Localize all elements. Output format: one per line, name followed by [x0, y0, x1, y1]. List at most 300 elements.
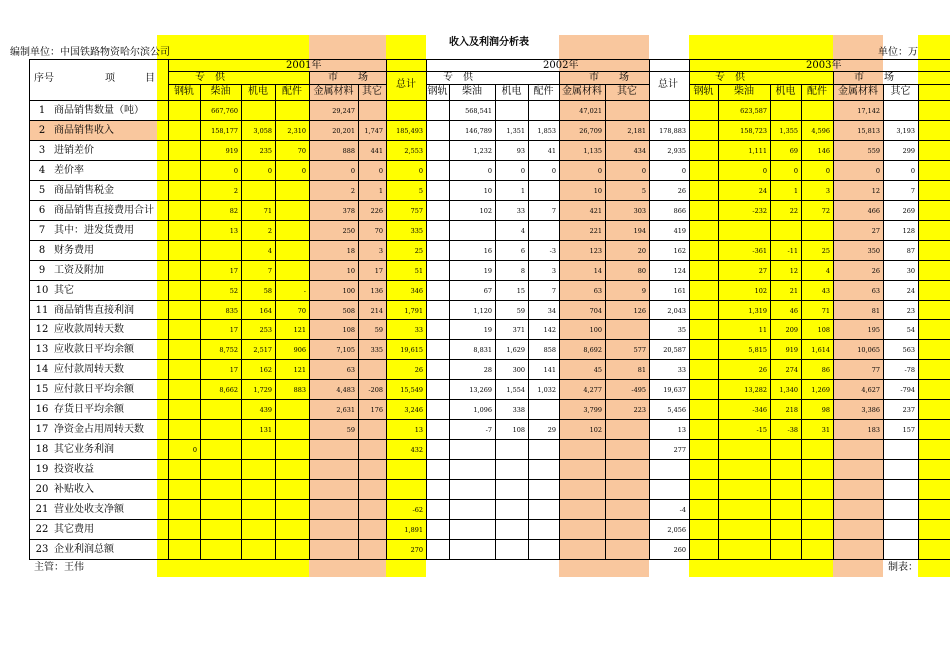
cell-y2003-3: 1,614 [811, 346, 830, 355]
cell-y2002-1: 28 [483, 366, 492, 375]
cell-total-2002: 33 [677, 366, 686, 375]
row-label: 其它业务利润 [54, 444, 114, 456]
cell-y2002-1: 19 [483, 326, 492, 335]
footer-preparer: 制表： [888, 562, 918, 573]
column-fill [918, 35, 950, 577]
cell-y2003-1: 24 [758, 186, 767, 195]
sub-col-y2003-1: 柴油 [734, 86, 754, 97]
sub-col-y2003-4: 金属材料 [838, 86, 878, 97]
sub-col-y2001-5: 其它 [362, 86, 382, 97]
cell-total-2001: 2,553 [404, 146, 423, 155]
cell-y2001-5: 226 [370, 206, 383, 215]
cell-y2003-1: 1,319 [748, 306, 767, 315]
cell-y2001-2: 235 [259, 146, 272, 155]
cell-y2002-5: 80 [637, 266, 646, 275]
cell-y2003-3: 31 [821, 426, 830, 435]
grid-vline [559, 84, 560, 559]
row-label: 商品销售直接费用合计 [54, 204, 154, 216]
cell-y2003-3: 4,596 [811, 126, 830, 135]
col-item: 项 目 [105, 73, 155, 84]
sub-col-y2003-5: 其它 [890, 86, 911, 97]
cell-y2003-1: 5,815 [748, 346, 767, 355]
cell-y2003-2: 12 [789, 266, 798, 275]
cell-y2001-2: 439 [259, 406, 272, 415]
cell-total-2001: 19,615 [400, 346, 423, 355]
cell-y2003-4: 466 [867, 206, 880, 215]
cell-y2003-5: 128 [902, 226, 915, 235]
cell-y2002-4: 1,135 [583, 146, 602, 155]
cell-total-2001: 0 [418, 166, 423, 175]
cell-y2001-4: 18 [346, 246, 355, 255]
grid-vline [833, 84, 834, 559]
row-number: 19 [35, 464, 49, 476]
cell-total-2002: 419 [673, 226, 686, 235]
cell-total-2002: 277 [673, 446, 686, 455]
year-2002: 2002年 [543, 60, 579, 71]
row-number: 6 [38, 204, 46, 216]
cell-total-2002: 162 [673, 246, 686, 255]
cell-y2003-2: 218 [785, 406, 798, 415]
row-label: 应收款周转天数 [54, 324, 124, 336]
year-2001: 2001年 [286, 60, 322, 71]
cell-y2002-2: 15 [516, 286, 525, 295]
cell-total-2002: 0 [681, 166, 686, 175]
cell-total-2001: 3,246 [404, 406, 423, 415]
row-number: 10 [35, 284, 49, 296]
cell-y2003-5: 157 [902, 426, 915, 435]
cell-y2001-2: 71 [263, 206, 272, 215]
row-number: 18 [35, 444, 49, 456]
year-2003: 2003年 [806, 60, 842, 71]
cell-y2003-5: 237 [902, 406, 915, 415]
cell-y2003-4: 195 [867, 326, 880, 335]
row-label: 存货日平均余额 [54, 404, 124, 416]
cell-total-2002: 161 [673, 286, 686, 295]
row-label: 商品销售数量（吨） [54, 105, 144, 116]
sub-col-y2002-5: 其它 [617, 86, 637, 97]
cell-y2002-2: 300 [512, 366, 525, 375]
cell-y2001-0: 0 [192, 446, 197, 455]
cell-total-2002: 178,883 [659, 126, 686, 135]
grid-vline [426, 59, 427, 559]
cell-y2002-5: 9 [641, 286, 646, 295]
cell-y2002-4: 704 [589, 306, 602, 315]
unit-left: 编制单位：中国铁路物资哈尔滨公司 [10, 47, 170, 58]
cell-y2003-1: 11 [758, 326, 767, 335]
cell-y2002-2: 93 [516, 146, 525, 155]
row-label: 商品销售收入 [54, 124, 114, 136]
cell-y2001-2: 3,058 [253, 126, 272, 135]
cell-y2002-2: 59 [516, 306, 525, 315]
cell-y2002-4: 10 [593, 186, 602, 195]
grid-vline [883, 84, 884, 559]
grid-hline [29, 559, 950, 560]
cell-total-2001: 13 [414, 426, 423, 435]
cell-y2002-1: 13,269 [469, 386, 492, 395]
column-fill [559, 35, 649, 577]
cell-y2002-1: 1,120 [473, 306, 492, 315]
column-fill [689, 35, 833, 577]
cell-total-2001: 1,891 [404, 525, 423, 534]
grid-vline [495, 84, 496, 559]
row-label: 应收款日平均余额 [54, 344, 134, 356]
grid-vline [605, 84, 606, 559]
cell-y2001-4: 29,247 [332, 107, 355, 115]
cell-total-2001: 25 [414, 246, 423, 255]
cell-y2001-2: 0 [267, 166, 272, 175]
cell-y2003-4: 183 [867, 426, 880, 435]
cell-y2001-3: 121 [293, 326, 306, 335]
grid-vline [241, 84, 242, 559]
cell-y2002-1: 0 [487, 166, 492, 175]
cell-y2003-4: 15,813 [857, 126, 880, 135]
row-number: 3 [38, 144, 46, 156]
cell-y2001-4: 10 [346, 266, 355, 275]
cell-y2002-2: 6 [520, 246, 525, 255]
cell-y2001-1: 158,177 [211, 126, 238, 135]
cell-y2002-1: 19 [483, 266, 492, 275]
grid-vline [528, 84, 529, 559]
cell-y2002-4: 26,709 [579, 126, 602, 135]
cell-y2003-4: 17,142 [857, 107, 880, 115]
row-label: 投资收益 [54, 464, 94, 476]
cell-y2001-4: 20,201 [332, 126, 355, 135]
cell-y2002-1: -7 [485, 426, 492, 435]
cell-y2002-2: 108 [512, 426, 525, 435]
grid-vline [449, 84, 450, 559]
cell-y2001-4: 378 [342, 206, 355, 215]
cell-y2002-5: 434 [633, 146, 646, 155]
sheet-title: 收入及利润分析表 [449, 37, 529, 48]
cell-y2002-4: 14 [593, 266, 602, 275]
grid-vline [801, 84, 802, 559]
cell-y2002-4: 3,799 [583, 406, 602, 415]
sub-col-y2001-0: 钢轨 [174, 86, 194, 97]
cell-y2001-1: 17 [229, 366, 238, 375]
grid-vline [770, 84, 771, 559]
group-special-2002: 专 供 [443, 72, 473, 83]
row-number: 12 [35, 324, 49, 336]
group-market-2002: 市 场 [589, 72, 629, 83]
cell-y2003-5: 87 [906, 246, 915, 255]
cell-y2003-4: 26 [871, 266, 880, 275]
cell-y2003-2: 919 [785, 346, 798, 355]
cell-y2002-4: 4,277 [583, 386, 602, 395]
cell-y2001-2: 7 [267, 266, 272, 275]
group-market-2003: 市 场 [854, 72, 894, 83]
cell-total-2001: 33 [414, 326, 423, 335]
total-header-2001: 总计 [396, 79, 416, 90]
cell-y2003-2: 22 [789, 206, 798, 215]
cell-y2002-4: 221 [589, 226, 602, 235]
sub-col-y2001-1: 柴油 [210, 86, 231, 97]
cell-y2002-4: 421 [589, 206, 602, 215]
cell-y2003-5: 563 [902, 346, 915, 355]
cell-y2002-5: 126 [633, 306, 646, 315]
cell-y2002-5: 303 [633, 206, 646, 215]
cell-y2001-3: 883 [293, 386, 306, 395]
cell-y2003-1: 13,282 [744, 386, 767, 395]
cell-y2003-4: 559 [867, 146, 880, 155]
cell-y2001-4: 250 [342, 226, 355, 235]
row-label: 商品销售税金 [54, 184, 114, 196]
column-fill [309, 35, 386, 577]
sub-col-y2001-3: 配件 [282, 86, 302, 97]
grid-hline [689, 84, 950, 85]
cell-y2003-3: 146 [817, 146, 830, 155]
cell-y2001-4: 888 [342, 146, 355, 155]
cell-total-2001: 270 [410, 545, 423, 554]
grid-vline [309, 84, 310, 559]
cell-y2001-3: - [303, 286, 306, 295]
cell-total-2002: 19,637 [663, 386, 686, 395]
cell-y2002-4: 47,021 [579, 107, 602, 115]
cell-y2001-1: 0 [233, 166, 238, 175]
row-label: 营业处收支净额 [54, 504, 124, 515]
cell-y2003-3: 0 [825, 166, 830, 175]
cell-y2003-5: 299 [902, 146, 915, 155]
row-label: 净资金占用周转天数 [54, 424, 144, 436]
row-label: 其中：进发货费用 [54, 224, 134, 236]
cell-y2001-4: 100 [342, 286, 355, 295]
cell-y2002-3: 7 [551, 286, 556, 295]
cell-y2002-1: 67 [483, 286, 492, 295]
row-number: 15 [35, 384, 49, 396]
group-special-2003: 专 供 [715, 72, 745, 83]
cell-y2003-5: 7 [910, 186, 915, 195]
cell-y2001-5: 0 [378, 166, 383, 175]
cell-y2002-2: 1,351 [506, 126, 525, 135]
cell-y2003-5: 54 [906, 326, 915, 335]
cell-y2001-2: 253 [259, 326, 272, 335]
cell-y2003-1: 26 [758, 366, 767, 375]
grid-vline [559, 71, 560, 84]
cell-y2002-3: 141 [543, 366, 556, 375]
cell-y2003-1: -15 [756, 426, 767, 435]
grid-vline [29, 59, 30, 559]
cell-y2003-1: -346 [752, 406, 767, 415]
cell-y2001-4: 508 [342, 306, 355, 315]
cell-y2001-5: 441 [370, 146, 383, 155]
grid-vline [358, 84, 359, 559]
row-number: 8 [38, 244, 46, 256]
cell-y2003-5: 3,193 [896, 126, 915, 135]
cell-y2002-2: 0 [520, 166, 525, 175]
cell-total-2001: 185,493 [396, 126, 423, 135]
cell-y2001-5: -208 [368, 386, 383, 395]
cell-y2002-4: 63 [593, 286, 602, 295]
cell-y2002-4: 8,692 [583, 346, 602, 355]
cell-y2003-1: 1,111 [748, 146, 767, 155]
cell-total-2002: 2,043 [667, 306, 686, 315]
cell-y2002-1: 102 [479, 206, 492, 215]
cell-y2003-3: 3 [825, 186, 830, 195]
cell-y2003-3: 108 [817, 326, 830, 335]
cell-y2003-2: 21 [789, 286, 798, 295]
cell-y2001-2: 131 [259, 426, 272, 435]
cell-y2001-4: 59 [346, 426, 355, 435]
cell-y2002-1: 1,232 [473, 146, 492, 155]
unit-right: 单位：万 [878, 47, 918, 58]
cell-y2002-3: 142 [543, 326, 556, 335]
cell-y2002-4: 102 [589, 426, 602, 435]
cell-y2002-5: 194 [633, 226, 646, 235]
cell-y2001-3: 2,310 [287, 126, 306, 135]
grid-vline [689, 59, 690, 559]
cell-y2002-3: 41 [547, 146, 556, 155]
cell-total-2002: 5,456 [667, 406, 686, 415]
cell-y2001-3: 0 [301, 166, 306, 175]
cell-y2003-1: 158,723 [740, 126, 767, 135]
cell-y2001-5: 3 [378, 246, 383, 255]
column-fill [157, 35, 309, 577]
grid-vline [168, 59, 169, 559]
cell-total-2001: -62 [412, 506, 423, 514]
cell-y2003-2: 274 [785, 366, 798, 375]
cell-y2003-2: 1 [793, 186, 798, 195]
total-header-2002: 总计 [658, 79, 678, 90]
cell-y2003-4: 81 [871, 306, 880, 315]
cell-total-2002: 866 [673, 206, 686, 215]
cell-y2003-3: 98 [821, 406, 830, 415]
cell-y2001-1: 17 [229, 266, 238, 275]
row-label: 差价率 [54, 164, 84, 176]
row-number: 4 [38, 164, 46, 176]
cell-y2002-5: 223 [633, 406, 646, 415]
cell-y2001-4: 63 [346, 366, 355, 375]
cell-y2001-3: 70 [297, 306, 306, 315]
grid-vline [275, 84, 276, 559]
cell-y2001-5: 176 [370, 406, 383, 415]
cell-y2003-5: 23 [906, 306, 915, 315]
cell-total-2002: 260 [673, 545, 686, 554]
row-label: 应付款日平均余额 [54, 384, 134, 396]
cell-y2001-2: 58 [263, 286, 272, 295]
row-number: 17 [35, 424, 49, 436]
row-number: 22 [35, 523, 49, 535]
row-number: 23 [35, 543, 49, 555]
cell-y2003-3: 1,269 [811, 386, 830, 395]
cell-y2003-4: 77 [871, 366, 880, 375]
cell-total-2001: 51 [414, 266, 423, 275]
cell-y2003-4: 350 [867, 246, 880, 255]
row-label: 应付款周转天数 [54, 364, 124, 376]
cell-y2003-5: 0 [910, 166, 915, 175]
row-number: 20 [35, 484, 49, 496]
cell-y2001-4: 2,631 [336, 406, 355, 415]
row-label: 商品销售直接利润 [54, 304, 134, 316]
cell-y2002-2: 4 [520, 226, 525, 235]
row-label: 进销差价 [54, 144, 94, 156]
sub-col-y2002-3: 配件 [533, 86, 554, 97]
cell-y2002-2: 338 [512, 406, 525, 415]
cell-y2002-5: 0 [641, 166, 646, 175]
cell-y2002-3: 1,853 [537, 126, 556, 135]
cell-y2001-1: 919 [225, 146, 238, 155]
cell-y2001-1: 8,752 [219, 346, 238, 355]
cell-y2003-3: 71 [821, 306, 830, 315]
sub-col-y2002-4: 金属材料 [562, 86, 602, 97]
cell-y2001-5: 136 [370, 286, 383, 295]
row-number: 13 [35, 344, 49, 356]
cell-y2001-2: 164 [259, 306, 272, 315]
cell-y2001-1: 13 [229, 226, 238, 235]
row-label: 企业利润总额 [54, 543, 114, 555]
footer-supervisor: 主管：王伟 [34, 562, 84, 573]
group-special-2001: 专 供 [195, 72, 225, 83]
cell-y2003-5: 30 [906, 266, 915, 275]
cell-y2001-4: 0 [350, 166, 355, 175]
cell-y2003-2: 69 [789, 146, 798, 155]
cell-y2003-1: -232 [752, 206, 767, 215]
row-number: 5 [38, 184, 46, 196]
cell-y2001-4: 4,483 [336, 386, 355, 395]
cell-y2001-1: 82 [229, 206, 238, 215]
row-label: 其它 [54, 284, 74, 296]
cell-y2001-5: 17 [374, 266, 383, 275]
cell-y2003-1: 27 [758, 266, 767, 275]
cell-y2003-5: -78 [904, 366, 915, 375]
cell-y2001-4: 108 [342, 326, 355, 335]
sub-col-y2002-0: 钢轨 [427, 86, 448, 97]
cell-y2003-3: 25 [821, 246, 830, 255]
cell-y2001-5: 1 [378, 186, 383, 195]
cell-y2002-2: 371 [512, 326, 525, 335]
cell-y2002-3: 34 [547, 306, 556, 315]
cell-y2002-4: 0 [597, 166, 602, 175]
cell-y2001-5: 335 [370, 346, 383, 355]
cell-y2003-4: 27 [871, 226, 880, 235]
row-label: 其它费用 [54, 523, 94, 535]
cell-y2002-1: 10 [483, 186, 492, 195]
cell-y2003-2: -11 [787, 246, 798, 255]
cell-y2002-4: 45 [593, 366, 602, 375]
cell-y2001-5: 214 [370, 306, 383, 315]
row-number: 9 [38, 264, 46, 276]
cell-y2003-5: 269 [902, 206, 915, 215]
cell-y2003-2: 1,355 [779, 126, 798, 135]
row-number: 2 [38, 124, 46, 136]
sub-col-y2002-1: 柴油 [462, 86, 482, 97]
cell-y2002-1: 568,541 [465, 107, 492, 115]
row-number: 11 [35, 304, 49, 316]
cell-y2001-2: 2,517 [253, 346, 272, 355]
group-market-2001: 市 场 [328, 72, 368, 83]
cell-total-2001: 15,549 [400, 386, 423, 395]
cell-total-2001: 346 [410, 286, 423, 295]
sub-col-y2001-4: 金属材料 [313, 86, 354, 97]
sub-col-y2003-0: 钢轨 [693, 86, 714, 97]
cell-y2003-1: 623,587 [740, 107, 767, 115]
cell-total-2002: 13 [677, 426, 686, 435]
cell-total-2001: 757 [410, 206, 423, 215]
row-number: 21 [35, 504, 49, 515]
sub-col-y2003-3: 配件 [807, 86, 827, 97]
grid-vline [309, 71, 310, 84]
cell-y2001-3: 906 [293, 346, 306, 355]
cell-y2002-3: 29 [547, 426, 556, 435]
row-number: 7 [38, 224, 46, 236]
row-number: 14 [35, 364, 49, 376]
cell-y2002-5: 20 [637, 246, 646, 255]
cell-total-2002: 26 [677, 186, 686, 195]
cell-total-2002: 35 [677, 326, 686, 335]
cell-total-2001: 26 [414, 366, 423, 375]
cell-y2003-4: 63 [871, 286, 880, 295]
cell-y2002-3: -3 [549, 246, 556, 255]
cell-total-2002: 2,056 [667, 525, 686, 534]
cell-y2003-5: -794 [900, 386, 915, 395]
